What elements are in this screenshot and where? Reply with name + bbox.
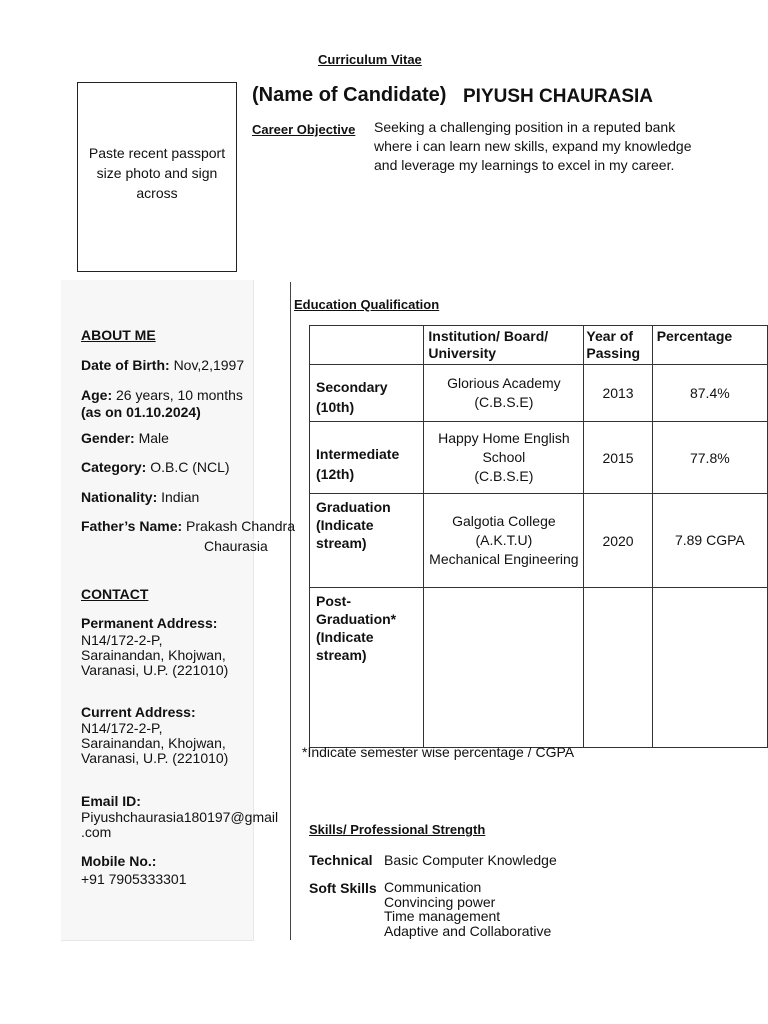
institution-cell [424,422,584,494]
about-heading: ABOUT ME [81,327,156,343]
photo-instruction: Paste recent passport size photo and sign across [88,145,226,201]
age-value: 26 years, 10 months [116,387,243,403]
skills-heading: Skills/ Professional Strength [309,822,486,837]
percentage-cell: 87.4% [652,365,767,422]
column-header: Institution/ Board/ University [424,326,584,365]
institution-line: (A.K.T.U) [475,532,533,548]
email-line: Piyushchaurasia180197@gmail [81,809,279,825]
dob-row [81,357,244,373]
nationality-value: Indian [161,489,200,505]
column-header [310,326,424,365]
category-row [81,459,230,475]
education-table [309,325,768,748]
permanent-address-line: N14/172-2-P, [81,632,163,648]
year-cell [584,588,652,748]
level-cell: Graduation (Indicate stream) [310,494,424,588]
email-label: Email ID: [81,793,141,809]
institution-line: (C.B.S.E) [474,468,534,484]
education-heading: Education Qualification [294,297,440,312]
permanent-address [81,633,228,678]
current-address-line: N14/172-2-P, [81,720,163,736]
list-item: Time management [384,908,501,924]
institution-cell [424,365,584,422]
name-label: (Name of Candidate) [252,84,447,106]
level-cell: Post-Graduation* (Indicate stream) [310,588,424,748]
column-divider [290,282,291,940]
table-row [310,588,768,748]
nationality-label: Nationality: [81,489,158,505]
photo-placeholder [77,82,237,272]
institution-line: School [482,449,526,465]
column-header: Percentage [652,326,767,365]
percentage-cell [652,588,767,748]
mobile-value: +91 7905333301 [81,871,187,887]
table-header-row [310,326,768,365]
table-row [310,494,768,588]
father-label: Father’s Name: [81,518,183,534]
career-objective-text: Seeking a challenging position in a reputed bank where i can learn new skills, expand my knowledge and leverage my learnings to excel in my career. [374,119,692,173]
category-value: O.B.C (NCL) [150,459,230,475]
current-address-label: Current Address: [81,704,196,720]
email-line: .com [81,824,112,840]
career-objective-label: Career Objective [252,122,356,137]
gender-label: Gender: [81,430,135,446]
institution-cell [424,588,584,748]
category-label: Category: [81,459,147,475]
year-cell: 2020 [584,494,652,588]
candidate-name: PIYUSH CHAURASIA [463,86,654,107]
year-cell: 2015 [584,422,652,494]
technical-value: Basic Computer Knowledge [384,852,557,868]
institution-line: (C.B.S.E) [474,394,534,410]
list-item: Adaptive and Collaborative [384,922,552,939]
age-note: (as on 01.10.2024) [81,404,201,420]
current-address [81,721,228,766]
percentage-cell: 7.89 CGPA [652,494,767,588]
soft-skills-list [384,880,551,938]
permanent-address-label: Permanent Address: [81,615,218,631]
institution-cell [424,494,584,588]
percentage-cell: 77.8% [652,422,767,494]
current-address-line: Sarainandan, Khojwan, [81,735,226,751]
dob-value: Nov,2,1997 [173,357,245,373]
permanent-address-line: Sarainandan, Khojwan, [81,647,226,663]
technical-label: Technical [309,852,373,868]
institution-line: Happy Home English [438,430,570,446]
level-cell: Intermediate (12th) [310,422,424,494]
age-label: Age: [81,387,113,403]
gender-value: Male [138,430,169,446]
age-row [81,387,243,403]
table-row [310,365,768,422]
list-item: Communication [384,879,482,895]
nationality-row [81,489,199,505]
gender-row [81,430,169,446]
institution-line: Galgotia College [452,513,556,529]
father-value-line2: Chaurasia [204,538,268,554]
permanent-address-line: Varanasi, U.P. (221010) [81,662,229,678]
education-note: *Indicate semester wise percentage / CGPA [302,744,575,760]
institution-line: Mechanical Engineering [429,551,579,567]
column-header: Year of Passing [584,326,652,365]
father-row [81,518,295,534]
dob-label: Date of Birth: [81,357,170,373]
mobile-label: Mobile No.: [81,853,157,869]
cv-title: Curriculum Vitae [318,52,422,67]
table-row [310,422,768,494]
contact-heading: CONTACT [81,586,149,602]
father-value: Prakash Chandra [186,518,295,534]
year-cell: 2013 [584,365,652,422]
level-cell: Secondary (10th) [310,365,424,422]
soft-skills-label: Soft Skills [309,880,377,896]
sidebar-panel [61,280,254,941]
current-address-line: Varanasi, U.P. (221010) [81,750,229,766]
email-value [81,810,278,840]
list-item: Convincing power [384,893,496,910]
institution-line: Glorious Academy [447,375,561,391]
